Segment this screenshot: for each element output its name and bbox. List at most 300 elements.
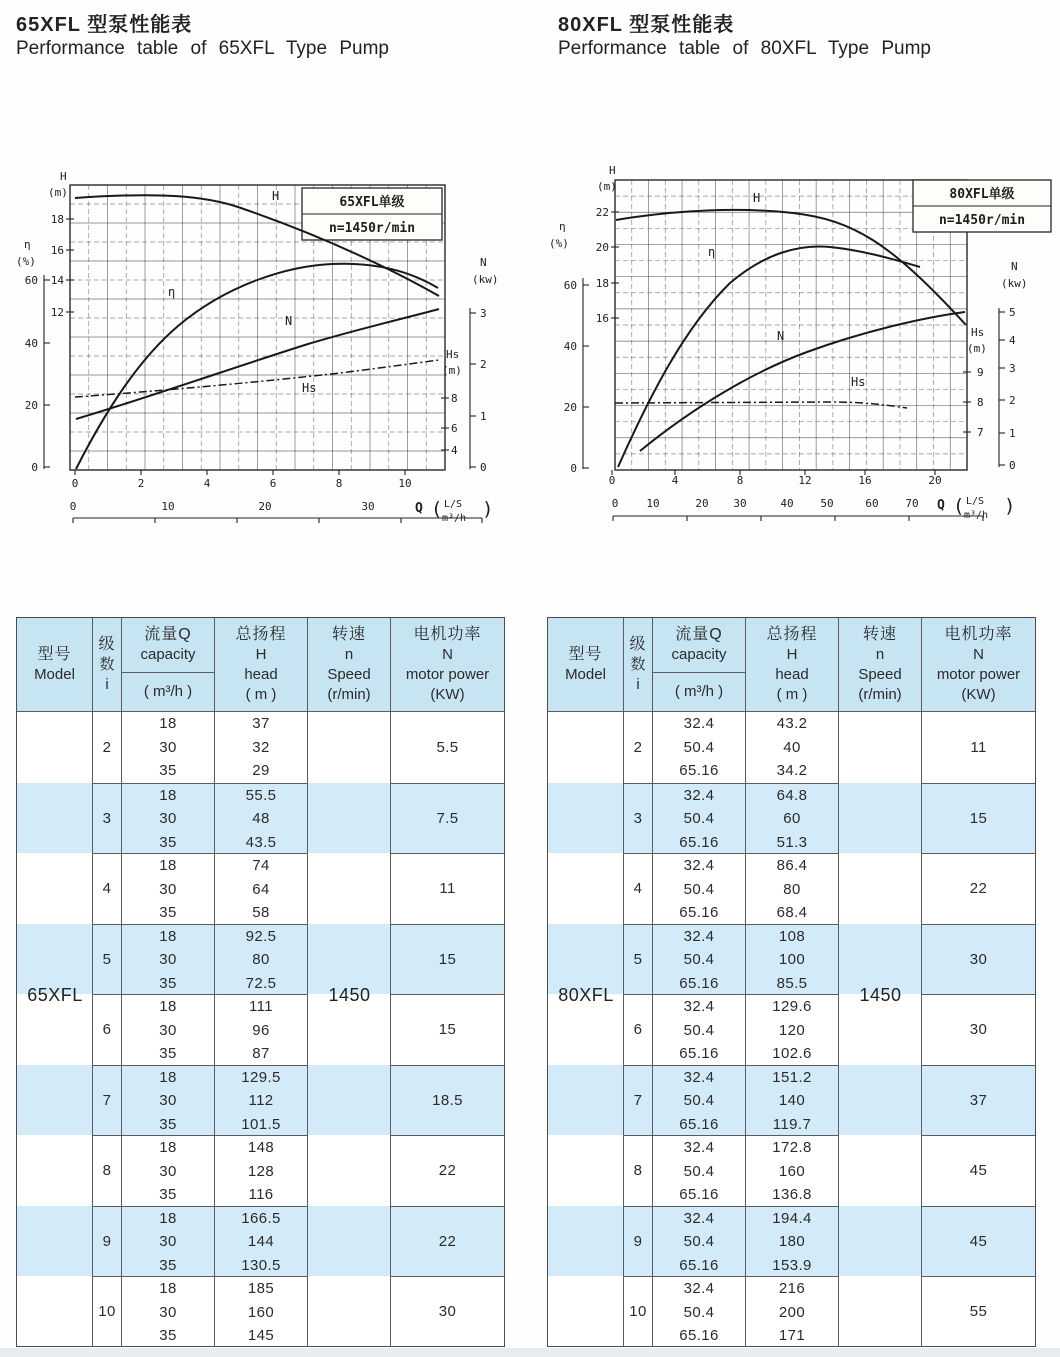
head-value: 96 xyxy=(252,1021,270,1039)
model-cell-segment xyxy=(17,1206,93,1277)
power-cell: 18.5 xyxy=(391,1065,504,1136)
head-value: 116 xyxy=(248,1186,274,1203)
header-line: 转速 xyxy=(862,625,897,643)
n-tick-label: 5 xyxy=(1009,306,1016,319)
hs-tick-label: 7 xyxy=(977,426,984,439)
x-tick-m3h: 10 xyxy=(161,500,175,513)
capacity-cell xyxy=(122,853,215,924)
curve-label-h: H xyxy=(753,191,761,205)
header-line: Model xyxy=(34,665,75,683)
header-line: ( m ) xyxy=(245,685,277,703)
chart-svg-80xfl xyxy=(545,160,1060,535)
head-cell xyxy=(746,712,839,783)
chart-speed-label: n=1450r/min xyxy=(938,213,1026,228)
q-paren: ( xyxy=(431,498,443,520)
table-row-group xyxy=(548,1206,1035,1277)
hs-axis-unit: (m) xyxy=(442,364,462,377)
head-cell xyxy=(746,853,839,924)
col-header-stage xyxy=(624,618,653,711)
capacity-value: 35 xyxy=(159,1327,177,1344)
x-tick-ls: 4 xyxy=(203,477,211,490)
performance-chart-65xfl xyxy=(10,160,530,540)
speed-cell-segment xyxy=(839,853,922,924)
capacity-value: 18 xyxy=(159,998,177,1015)
model-cell-segment xyxy=(17,1065,93,1136)
model-cell-segment xyxy=(17,1276,93,1347)
capacity-value: 50.4 xyxy=(683,1303,715,1321)
capacity-cell xyxy=(122,994,215,1065)
x-tick-ls: 16 xyxy=(858,474,872,487)
col-header-capacity xyxy=(122,618,215,711)
head-cell xyxy=(746,994,839,1065)
head-value: 153.9 xyxy=(772,1256,812,1274)
head-value: 101.5 xyxy=(241,1115,281,1133)
head-value: 200 xyxy=(778,1303,806,1321)
col-header-model xyxy=(548,618,624,711)
head-value: 119.7 xyxy=(772,1115,812,1133)
capacity-value: 50.4 xyxy=(683,1162,715,1180)
curve-label-eta: η xyxy=(168,285,176,299)
hs-axis-unit: (m) xyxy=(967,342,987,355)
header-line: Speed xyxy=(858,665,902,683)
head-value: 60 xyxy=(783,810,801,827)
capacity-cell xyxy=(122,1276,215,1347)
head-value: 171 xyxy=(778,1327,806,1344)
model-cell-segment xyxy=(17,1135,93,1206)
speed-cell-segment xyxy=(308,853,391,924)
header-line: N xyxy=(442,645,453,663)
table-body xyxy=(548,712,1035,1347)
head-value: 130.5 xyxy=(241,1256,281,1274)
head-value: 136.8 xyxy=(772,1186,812,1203)
head-value: 112 xyxy=(248,1092,274,1109)
hs-tick-label: 4 xyxy=(451,444,458,457)
header-line: ( m³/h ) xyxy=(674,682,724,700)
eta-tick-label: 60 xyxy=(24,274,38,287)
capacity-value: 32.4 xyxy=(683,998,715,1015)
h-axis-unit: (m) xyxy=(48,186,68,199)
n-tick-label: 3 xyxy=(480,307,487,320)
capacity-value: 32.4 xyxy=(683,715,715,732)
capacity-value: 32.4 xyxy=(683,1139,715,1156)
h-tick-label: 16 xyxy=(595,312,609,325)
header-line: 型号 xyxy=(568,645,603,663)
capacity-value: 18 xyxy=(159,1209,177,1227)
head-value: 111 xyxy=(248,998,273,1015)
speed-cell-segment xyxy=(839,1135,922,1206)
head-cell xyxy=(215,1276,308,1347)
performance-chart-80xfl xyxy=(545,160,1060,540)
hs-tick-label: 8 xyxy=(451,392,458,405)
h-tick-label: 12 xyxy=(50,306,64,319)
hs-axis-label: Hs xyxy=(971,326,985,339)
header-line: i xyxy=(105,675,109,693)
x-tick-m3h: 10 xyxy=(646,497,660,510)
n-axis-label: N xyxy=(480,256,487,269)
capacity-value: 30 xyxy=(159,880,177,898)
head-value: 120 xyxy=(778,1021,806,1039)
curve-label-eta: η xyxy=(708,245,716,259)
n-tick-label: 1 xyxy=(1009,427,1016,440)
page-title-en-65xfl: Performance table of 65XFL Type Pump xyxy=(16,38,389,59)
speed-cell-segment xyxy=(308,1135,391,1206)
x-tick-m3h: 20 xyxy=(695,497,709,510)
col-header-head xyxy=(746,618,839,711)
head-value: 72.5 xyxy=(245,974,277,992)
h-axis-label: H xyxy=(609,164,616,177)
head-value: 43.2 xyxy=(776,715,808,732)
stage-cell: 6 xyxy=(624,994,653,1065)
x-tick-m3h: 20 xyxy=(258,500,272,513)
eta-tick-label: 0 xyxy=(31,461,38,474)
header-line: Speed xyxy=(327,665,371,683)
capacity-value: 50.4 xyxy=(683,880,715,898)
performance-table-80xfl xyxy=(547,617,1036,1347)
capacity-value: 32.4 xyxy=(683,927,715,945)
model-cell-segment xyxy=(548,853,624,924)
capacity-value: 30 xyxy=(159,951,177,968)
capacity-value: 30 xyxy=(159,1162,177,1180)
speed-cell-segment xyxy=(308,1206,391,1277)
model-cell-segment xyxy=(548,712,624,783)
chart-svg-65xfl xyxy=(10,160,530,535)
head-cell xyxy=(746,924,839,995)
q-unit-m3h: m³/h xyxy=(964,510,989,521)
n-axis-label: N xyxy=(1011,260,1018,273)
model-value: 65XFL xyxy=(27,985,83,1005)
head-value: 102.6 xyxy=(772,1045,812,1062)
table-row-group xyxy=(17,853,504,924)
power-cell: 15 xyxy=(922,783,1035,854)
head-value: 180 xyxy=(778,1233,806,1250)
power-cell: 5.5 xyxy=(436,738,459,756)
n-tick-label: 2 xyxy=(480,358,487,371)
header-line: H xyxy=(786,645,798,663)
x-tick-ls: 12 xyxy=(798,474,812,487)
head-cell xyxy=(215,1135,308,1206)
head-value: 128 xyxy=(247,1162,275,1180)
curve-label-hs: Hs xyxy=(302,381,317,395)
table-row-group xyxy=(17,924,504,995)
x-tick-ls: 6 xyxy=(269,477,277,490)
head-cell xyxy=(746,1135,839,1206)
page-title-zh-80xfl: 80XFL 型泵性能表 xyxy=(558,14,735,36)
page-title-zh-65xfl: 65XFL 型泵性能表 xyxy=(16,14,193,36)
head-cell xyxy=(215,853,308,924)
stage-cell: 2 xyxy=(93,712,122,783)
power-cell: 45 xyxy=(922,1206,1035,1277)
header-line: motor power xyxy=(936,665,1021,683)
head-value: 32 xyxy=(252,738,270,756)
capacity-cell xyxy=(122,924,215,995)
col-header-power xyxy=(922,618,1035,711)
head-value: 74 xyxy=(252,857,270,874)
capacity-value: 65.16 xyxy=(679,974,719,992)
head-value: 216 xyxy=(778,1280,806,1297)
q-unit-ls: L/S xyxy=(966,496,985,507)
speed-cell-segment xyxy=(839,783,922,854)
x-tick-m3h: 60 xyxy=(865,497,879,510)
power-cell: 11 xyxy=(391,853,504,924)
performance-table-65xfl xyxy=(16,617,505,1347)
col-header-capacity xyxy=(653,618,746,711)
x-tick-m3h: 40 xyxy=(780,497,794,510)
eta-tick-label: 60 xyxy=(563,279,577,292)
chart-model-label: 80XFL单级 xyxy=(949,187,1015,202)
speed-cell-segment xyxy=(839,1276,922,1347)
head-value: 64 xyxy=(252,880,270,898)
capacity-value: 35 xyxy=(159,904,177,921)
table-row-group xyxy=(548,853,1035,924)
capacity-cell xyxy=(653,924,746,995)
speed-cell-segment xyxy=(308,1276,391,1347)
col-header-speed xyxy=(308,618,391,711)
h-tick-label: 14 xyxy=(50,274,64,287)
capacity-cell xyxy=(122,712,215,783)
header-line: 级 xyxy=(98,635,116,653)
capacity-value: 50.4 xyxy=(683,1092,715,1109)
eta-tick-label: 40 xyxy=(563,340,577,353)
stage-cell: 5 xyxy=(93,924,122,995)
table-row-group xyxy=(548,1135,1035,1206)
col-header-stage xyxy=(93,618,122,711)
header-line: (KW) xyxy=(430,685,465,703)
head-value: 80 xyxy=(783,880,801,898)
head-value: 100 xyxy=(778,951,806,968)
x-tick-m3h: 30 xyxy=(733,497,747,510)
x-tick-m3h: 70 xyxy=(905,497,919,510)
head-value: 160 xyxy=(778,1162,806,1180)
head-value: 34.2 xyxy=(776,762,808,779)
speed-cell-segment xyxy=(839,712,922,783)
header-line: (KW) xyxy=(961,685,996,703)
q-paren: ) xyxy=(1004,495,1016,517)
speed-cell-segment xyxy=(839,1065,922,1136)
capacity-value: 65.16 xyxy=(679,1256,719,1274)
head-value: 40 xyxy=(783,738,801,756)
capacity-value: 50.4 xyxy=(683,810,715,827)
head-value: 129.5 xyxy=(241,1068,281,1086)
n-axis-unit: (kw) xyxy=(472,273,499,286)
x-tick-m3h: 0 xyxy=(69,500,77,513)
head-value: 185 xyxy=(247,1280,275,1297)
x-tick-m3h: 50 xyxy=(820,497,834,510)
head-value: 160 xyxy=(247,1303,275,1321)
n-tick-label: 4 xyxy=(1009,334,1016,347)
stage-cell: 2 xyxy=(624,712,653,783)
capacity-value: 35 xyxy=(159,974,177,992)
curve-label-h: H xyxy=(272,189,280,203)
eta-tick-label: 20 xyxy=(563,401,577,414)
capacity-cell xyxy=(653,1065,746,1136)
capacity-value: 32.4 xyxy=(683,1068,715,1086)
head-value: 51.3 xyxy=(776,833,808,851)
head-cell xyxy=(215,712,308,783)
head-value: 86.4 xyxy=(776,857,808,874)
n-tick-label: 2 xyxy=(1009,394,1016,407)
x-tick-ls: 2 xyxy=(137,477,145,490)
capacity-value: 18 xyxy=(159,927,177,945)
header-line: motor power xyxy=(405,665,490,683)
capacity-cell xyxy=(653,783,746,854)
table-row-group xyxy=(548,924,1035,995)
header-line: Model xyxy=(565,665,606,683)
capacity-cell xyxy=(122,1065,215,1136)
x-tick-ls: 4 xyxy=(671,474,679,487)
capacity-value: 65.16 xyxy=(679,1327,719,1344)
speed-cell-segment xyxy=(308,783,391,854)
header-line: n xyxy=(344,645,354,663)
q-axis-label: Q xyxy=(937,498,945,513)
x-tick-ls: 8 xyxy=(335,477,343,490)
head-cell xyxy=(215,924,308,995)
x-tick-ls: 10 xyxy=(398,477,412,490)
n-tick-label: 0 xyxy=(1009,459,1016,472)
capacity-value: 35 xyxy=(159,1115,177,1133)
head-cell xyxy=(746,783,839,854)
capacity-value: 30 xyxy=(159,1021,177,1039)
header-line: 流量Q xyxy=(675,626,723,643)
table-row-group xyxy=(17,1206,504,1277)
head-cell xyxy=(746,1276,839,1347)
capacity-value: 18 xyxy=(159,715,177,732)
header-line: 流量Q xyxy=(144,626,192,643)
hs-axis-label: Hs xyxy=(446,348,460,361)
capacity-cell xyxy=(653,1206,746,1277)
table-row-group xyxy=(17,712,504,783)
curve-hs xyxy=(615,402,907,408)
page-title-en-80xfl: Performance table of 80XFL Type Pump xyxy=(558,38,931,59)
head-value: 87 xyxy=(252,1045,270,1062)
model-cell-segment xyxy=(17,853,93,924)
eta-tick-label: 40 xyxy=(24,337,38,350)
stage-cell: 7 xyxy=(93,1065,122,1136)
header-line: 数 xyxy=(99,655,115,673)
h-tick-label: 22 xyxy=(595,206,609,219)
stage-cell: 7 xyxy=(624,1065,653,1136)
curve-eta xyxy=(76,264,438,469)
eta-axis-unit: (%) xyxy=(549,237,569,250)
head-cell xyxy=(215,1065,308,1136)
header-line: 型号 xyxy=(37,645,72,663)
q-unit-m3h: m³/h xyxy=(442,513,467,524)
speed-cell-segment xyxy=(308,712,391,783)
table-row-group xyxy=(17,1276,504,1347)
capacity-value: 30 xyxy=(159,810,177,827)
capacity-value: 18 xyxy=(159,1068,177,1086)
header-line: capacity xyxy=(140,646,196,663)
n-tick-label: 3 xyxy=(1009,362,1016,375)
capacity-value: 50.4 xyxy=(683,1021,715,1039)
capacity-value: 32.4 xyxy=(683,786,715,804)
capacity-value: 65.16 xyxy=(679,833,719,851)
power-cell: 7.5 xyxy=(391,783,504,854)
speed-value: 1450 xyxy=(859,985,902,1005)
power-cell: 45 xyxy=(922,1135,1035,1206)
chart-model-label: 65XFL单级 xyxy=(339,195,405,210)
header-line: N xyxy=(973,645,984,663)
capacity-value: 35 xyxy=(159,762,177,779)
model-cell-segment xyxy=(17,783,93,854)
stage-cell: 5 xyxy=(624,924,653,995)
header-line: H xyxy=(255,645,267,663)
model-cell-segment xyxy=(17,924,93,995)
head-value: 145 xyxy=(247,1327,275,1344)
model-cell-segment xyxy=(548,783,624,854)
head-value: 194.4 xyxy=(772,1209,812,1227)
capacity-cell xyxy=(122,1135,215,1206)
power-cell: 22 xyxy=(391,1135,504,1206)
capacity-value: 18 xyxy=(159,1280,177,1297)
eta-axis-unit: (%) xyxy=(16,255,36,268)
header-line: 电机功率 xyxy=(944,625,1013,643)
head-cell xyxy=(215,1206,308,1277)
head-value: 29 xyxy=(252,762,270,779)
header-line: 电机功率 xyxy=(413,625,482,643)
curve-label-n: N xyxy=(285,314,293,328)
model-value: 80XFL xyxy=(558,985,614,1005)
h-tick-label: 16 xyxy=(50,244,64,257)
head-value: 48 xyxy=(252,810,270,827)
h-tick-label: 18 xyxy=(50,213,64,226)
x-tick-ls: 0 xyxy=(608,474,616,487)
head-value: 151.2 xyxy=(772,1068,812,1086)
eta-tick-label: 20 xyxy=(24,399,38,412)
head-value: 37 xyxy=(252,715,270,732)
speed-cell-segment xyxy=(839,1206,922,1277)
capacity-value: 35 xyxy=(159,1186,177,1203)
head-value: 85.5 xyxy=(776,974,808,992)
head-value: 64.8 xyxy=(776,786,808,804)
header-line: 转速 xyxy=(331,625,366,643)
curve-label-hs: Hs xyxy=(851,375,866,389)
header-line: (r/min) xyxy=(327,685,371,703)
table-row-group xyxy=(548,1276,1035,1347)
table-row-group xyxy=(17,1135,504,1206)
stage-cell: 10 xyxy=(624,1276,653,1347)
head-value: 144 xyxy=(247,1233,275,1250)
table-row-group xyxy=(17,783,504,854)
power-cell: 55 xyxy=(922,1276,1035,1347)
power-cell: 22 xyxy=(391,1206,504,1277)
table-header xyxy=(17,618,504,712)
stage-cell: 3 xyxy=(93,783,122,854)
q-paren: ( xyxy=(953,495,965,517)
capacity-value: 50.4 xyxy=(683,1233,715,1250)
head-value: 55.5 xyxy=(245,786,277,804)
power-cell: 30 xyxy=(922,994,1035,1065)
hs-tick-label: 8 xyxy=(977,396,984,409)
capacity-value: 65.16 xyxy=(679,1115,719,1133)
eta-axis-label: η xyxy=(24,238,31,251)
header-line: (r/min) xyxy=(858,685,902,703)
header-line: 级 xyxy=(629,635,647,653)
stage-cell: 6 xyxy=(93,994,122,1065)
capacity-value: 35 xyxy=(159,833,177,851)
speed-cell-segment xyxy=(839,924,922,995)
capacity-value: 18 xyxy=(159,857,177,874)
table-row-group xyxy=(548,1065,1035,1136)
capacity-value: 30 xyxy=(159,738,177,756)
stage-cell: 8 xyxy=(93,1135,122,1206)
capacity-value: 18 xyxy=(159,1139,177,1156)
model-cell-segment xyxy=(548,1276,624,1347)
x-tick-ls: 8 xyxy=(736,474,744,487)
eta-tick-label: 0 xyxy=(570,462,577,475)
q-paren: ) xyxy=(482,498,494,520)
n-tick-label: 0 xyxy=(480,461,487,474)
power-cell: 30 xyxy=(391,1276,504,1347)
